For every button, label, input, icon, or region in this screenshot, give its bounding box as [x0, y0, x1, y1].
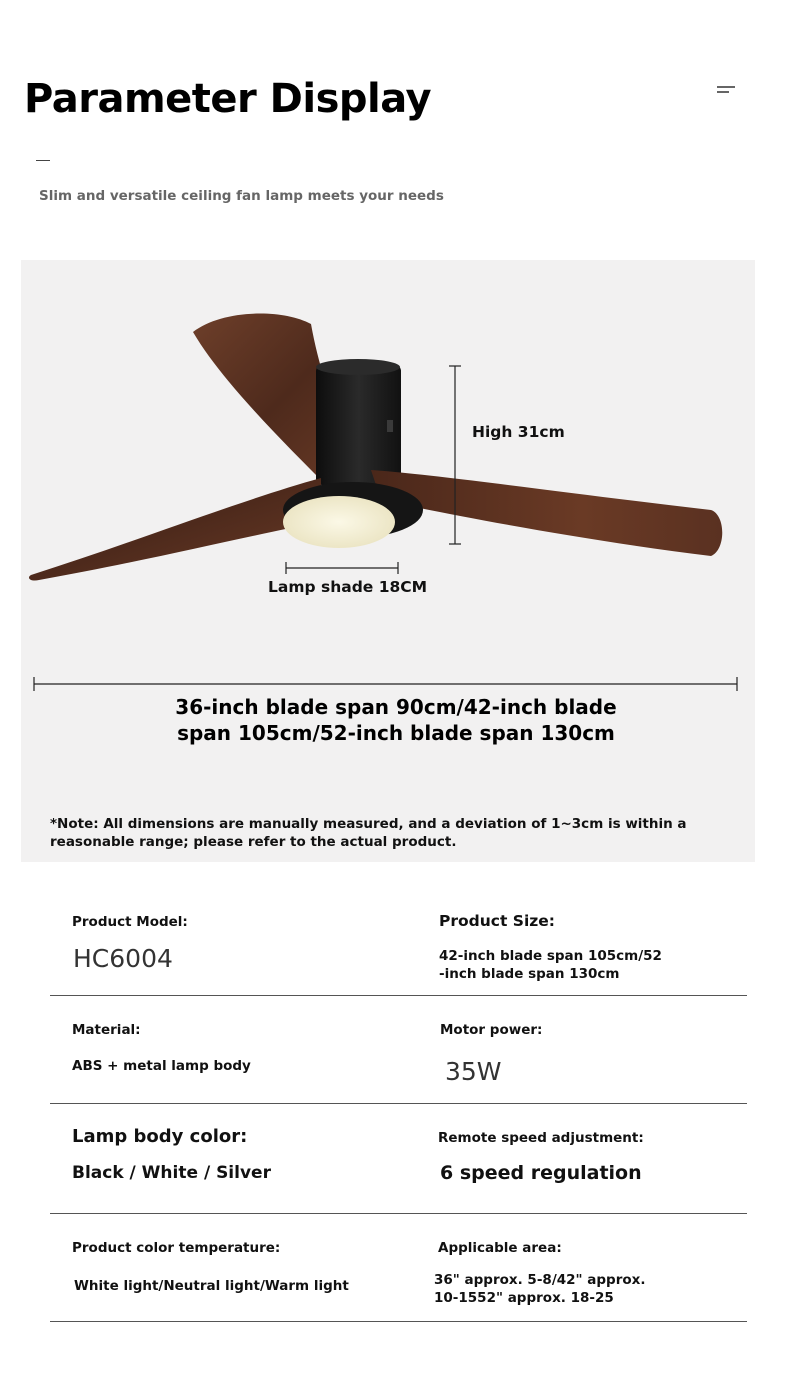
- page-title: Parameter Display: [24, 76, 432, 122]
- product-size-label: Product Size:: [439, 912, 555, 930]
- spec-row-divider: [50, 1213, 747, 1214]
- applicable-area-value: 36" approx. 5-8/42" approx. 10-1552" approx. 18-25: [434, 1272, 646, 1306]
- lamp-shade: [283, 482, 423, 548]
- page-subtitle: Slim and versatile ceiling fan lamp meets your needs: [39, 188, 444, 204]
- measurement-note: *Note: All dimensions are manually measured, and a deviation of 1~3cm is within a reasonable range; please refer to the actual product.: [50, 816, 687, 850]
- material-value: ABS + metal lamp body: [72, 1058, 251, 1074]
- lamp-shade-label: Lamp shade 18CM: [268, 578, 428, 596]
- applicable-area-label: Applicable area:: [438, 1240, 562, 1256]
- ceiling-fan-illustration: [21, 260, 755, 862]
- height-dimension-line: [449, 366, 461, 544]
- blade-span-dimension-line: [34, 677, 737, 691]
- remote-speed-value: 6 speed regulation: [440, 1162, 642, 1184]
- motor-power-value: 35W: [445, 1057, 502, 1086]
- fan-blade-right: [371, 470, 722, 556]
- title-divider: [36, 160, 50, 161]
- remote-speed-label: Remote speed adjustment:: [438, 1130, 644, 1146]
- motor-power-label: Motor power:: [440, 1022, 543, 1038]
- motor-housing: [316, 359, 401, 485]
- height-label: High 31cm: [472, 423, 565, 441]
- product-model-label: Product Model:: [72, 914, 188, 930]
- spec-row-divider: [50, 1321, 747, 1322]
- lamp-body-color-label: Lamp body color:: [72, 1126, 248, 1147]
- lamp-shade-dimension-line: [286, 562, 398, 574]
- product-dimension-panel: [21, 260, 755, 862]
- fan-blade-left: [29, 478, 321, 581]
- lamp-body-color-value: Black / White / Silver: [72, 1163, 271, 1183]
- material-label: Material:: [72, 1022, 141, 1038]
- product-model-value: HC6004: [73, 944, 173, 973]
- product-size-value: 42-inch blade span 105cm/52 -inch blade span 130cm: [439, 948, 662, 982]
- menu-icon[interactable]: [717, 86, 735, 98]
- spec-row-divider: [50, 995, 747, 996]
- blade-span-label: 36-inch blade span 90cm/42-inch blade span 105cm/52-inch blade span 130cm: [175, 695, 617, 745]
- color-temperature-value: White light/Neutral light/Warm light: [74, 1278, 349, 1294]
- spec-row-divider: [50, 1103, 747, 1104]
- color-temperature-label: Product color temperature:: [72, 1240, 281, 1256]
